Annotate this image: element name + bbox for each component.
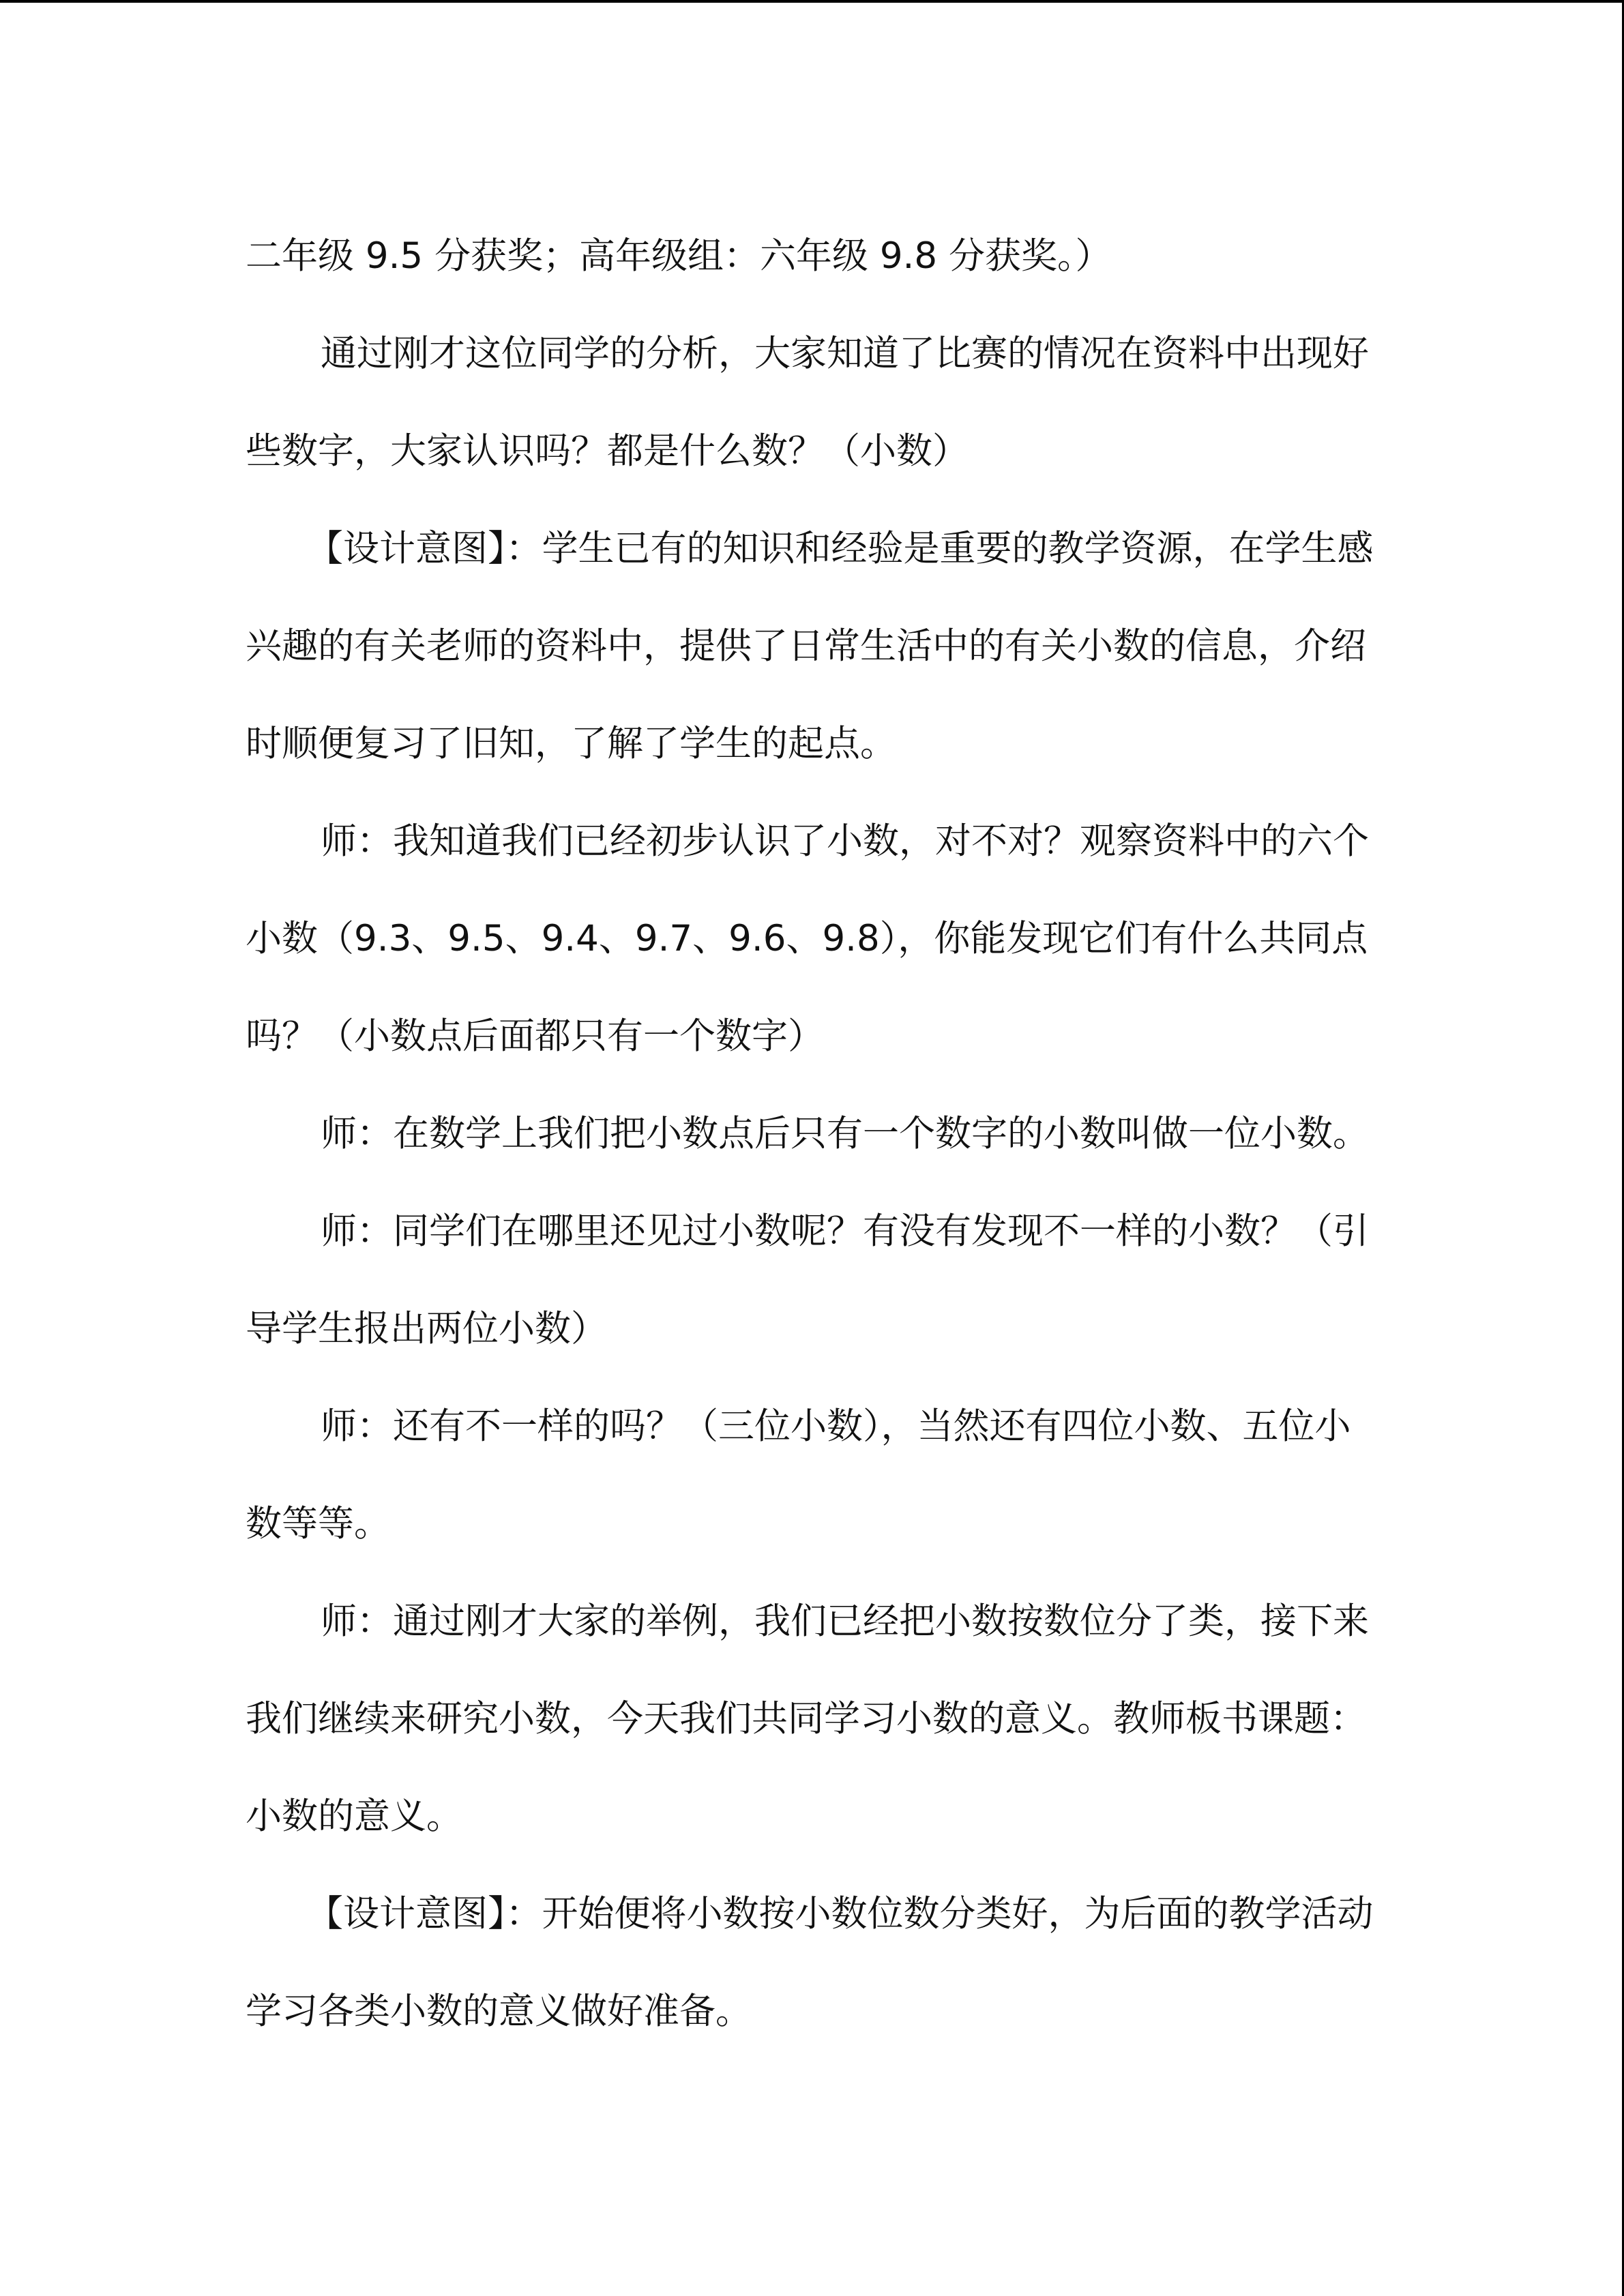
paragraph-lesson-topic: 师：通过刚才大家的举例，我们已经把小数按数位分了类，接下来我们继续来研究小数，今天我们共同学习小数的意义。教师板书课题：小数的意义。	[246, 1600, 1369, 1837]
paragraph-design-intent-2: 【设计意图】：开始便将小数按小数位数分类好，为后面的教学活动学习各类小数的意义做好准备。	[246, 1893, 1374, 2032]
paragraph-six-decimals: 师：我知道我们已经初步认识了小数，对不对？观察资料中的六个小数（9.3、9.5、9.4、9.7、9.6、9.8），你能发现它们有什么共同点吗？（小数点后面都只有一个数字）	[246, 820, 1369, 1057]
paragraph-other-decimals: 师：同学们在哪里还见过小数呢？有没有发现不一样的小数？（引导学生报出两位小数）	[246, 1210, 1369, 1350]
paragraph-design-intent-1: 【设计意图】：学生已有的知识和经验是重要的教学资源，在学生感兴趣的有关老师的资料中，提供了日常生活中的有关小数的信息，介绍时顺便复习了旧知，了解了学生的起点。	[246, 528, 1374, 764]
paragraph-numbers-question: 通过刚才这位同学的分析，大家知道了比赛的情况在资料中出现好些数字，大家认识吗？都是什么数？（小数）	[246, 333, 1369, 472]
paragraph-award-results: 二年级 9.5 分获奖；高年级组：六年级 9.8 分获奖。）	[246, 235, 1112, 277]
document-body	[246, 207, 1378, 2060]
paragraph-more-decimal-places: 师：还有不一样的吗？（三位小数），当然还有四位小数、五位小数等等。	[246, 1405, 1351, 1545]
paragraph-one-decimal-definition: 师：在数学上我们把小数点后只有一个数字的小数叫做一位小数。	[321, 1113, 1369, 1154]
